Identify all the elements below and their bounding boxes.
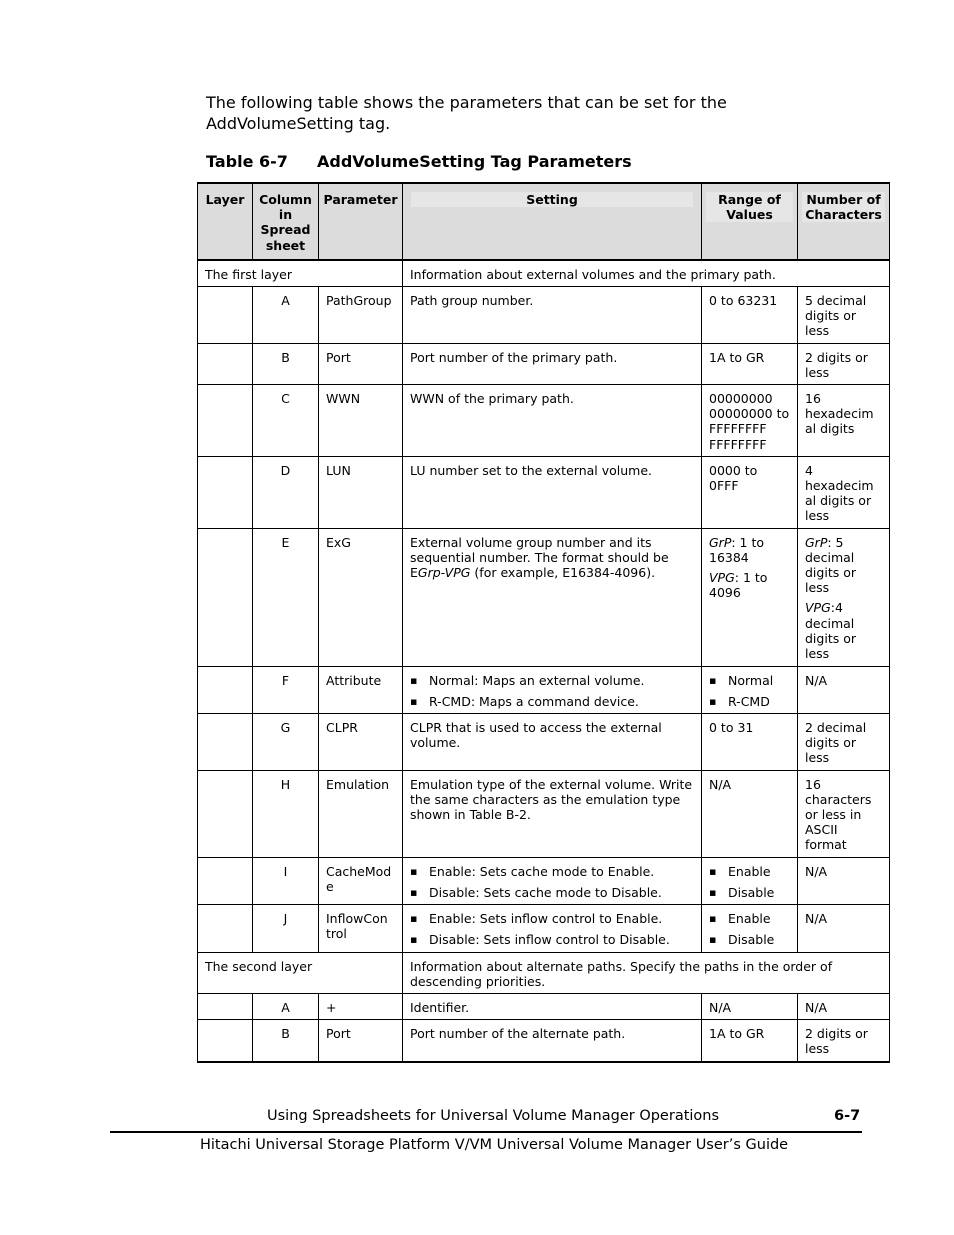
range-cell: 0 to 31: [702, 714, 798, 771]
chars-cell: 2 digits or less: [798, 1020, 890, 1062]
table-row: [198, 905, 890, 952]
column-cell: H: [253, 770, 319, 857]
list-item: ▪ Disable: Sets inflow control to Disable.: [410, 932, 694, 947]
table-row: [198, 1020, 890, 1062]
header-layer: Layer: [198, 183, 253, 260]
layer-description: Information about alternate paths. Specify the paths in the order of descending priorities.: [403, 952, 890, 993]
table-row: [198, 528, 890, 666]
table-row: [198, 287, 890, 344]
parameter-cell: InflowCon trol: [319, 905, 403, 952]
layer-row-first: [198, 260, 890, 287]
parameter-cell: Attribute: [319, 666, 403, 713]
range-cell: GrP: 1 to 16384 VPG: 1 to 4096: [702, 528, 798, 666]
header-setting: Setting: [403, 183, 702, 260]
list-item: ▪ R-CMD: Maps a command device.: [410, 694, 694, 709]
layer-row-second: [198, 952, 890, 993]
setting-cell: LU number set to the external volume.: [403, 456, 702, 528]
range-cell: 00000000 00000000 to FFFFFFFF FFFFFFFF: [702, 385, 798, 457]
table-row: [198, 343, 890, 384]
chars-cell: 16 characters or less in ASCII format: [798, 770, 890, 857]
header-column: Column in Spread sheet: [253, 183, 319, 260]
list-item: ▪ R-CMD: [709, 694, 790, 709]
parameter-cell: LUN: [319, 456, 403, 528]
parameter-cell: +: [319, 993, 403, 1019]
list-item: ▪ Enable: Sets inflow control to Enable.: [410, 911, 694, 926]
list-item: ▪ Enable: [709, 911, 790, 926]
list-item: ▪ Enable: [709, 864, 790, 879]
list-item: ▪ Disable: [709, 932, 790, 947]
footer-book-title: Hitachi Universal Storage Platform V/VM Universal Volume Manager User’s Guide: [200, 1137, 789, 1153]
table-title: AddVolumeSetting Tag Parameters: [317, 152, 632, 171]
setting-cell: WWN of the primary path.: [403, 385, 702, 457]
list-item: ▪ Disable: [709, 885, 790, 900]
column-cell: B: [253, 1020, 319, 1062]
table-row: [198, 385, 890, 457]
chars-cell: 2 digits or less: [798, 343, 890, 384]
parameter-cell: WWN: [319, 385, 403, 457]
chars-cell: 4 hexadecim al digits or less: [798, 456, 890, 528]
parameter-cell: Emulation: [319, 770, 403, 857]
setting-cell: [403, 857, 702, 904]
chars-cell: N/A: [798, 993, 890, 1019]
column-cell: C: [253, 385, 319, 457]
range-cell: N/A: [702, 770, 798, 857]
column-cell: G: [253, 714, 319, 771]
chars-cell: 5 decimal digits or less: [798, 287, 890, 344]
header-parameter: Parameter: [319, 183, 403, 260]
column-cell: A: [253, 993, 319, 1019]
column-cell: D: [253, 456, 319, 528]
column-cell: E: [253, 528, 319, 666]
column-cell: I: [253, 857, 319, 904]
chars-cell: N/A: [798, 857, 890, 904]
list-item: ▪ Normal: Maps an external volume.: [410, 673, 694, 688]
parameter-cell: ExG: [319, 528, 403, 666]
table-row: [198, 770, 890, 857]
setting-cell: Emulation type of the external volume. Write the same characters as the emulation type shown in Table B-2.: [403, 770, 702, 857]
footer-rule: [110, 1131, 862, 1133]
chars-cell: N/A: [798, 666, 890, 713]
chars-cell: 16 hexadecim al digits: [798, 385, 890, 457]
table-row: [198, 666, 890, 713]
intro-paragraph: The following table shows the parameters that can be set for the AddVolumeSetting tag.: [206, 93, 727, 133]
parameters-table: [197, 182, 890, 1063]
chars-cell: N/A: [798, 905, 890, 952]
range-cell: [702, 857, 798, 904]
table-header-row: [198, 183, 890, 260]
list-item: ▪ Enable: Sets cache mode to Enable.: [410, 864, 694, 879]
range-cell: [702, 905, 798, 952]
parameter-cell: Port: [319, 343, 403, 384]
layer-label: The second layer: [198, 952, 403, 993]
table-row: [198, 857, 890, 904]
column-cell: J: [253, 905, 319, 952]
page-number: 6-7: [834, 1108, 861, 1124]
chars-cell: 2 decimal digits or less: [798, 714, 890, 771]
range-cell: N/A: [702, 993, 798, 1019]
range-cell: 0000 to 0FFF: [702, 456, 798, 528]
layer-label: The first layer: [198, 260, 403, 287]
header-range: Range of Values: [702, 183, 798, 260]
table-row: [198, 456, 890, 528]
list-item: ▪ Disable: Sets cache mode to Disable.: [410, 885, 694, 900]
footer-section-title: Using Spreadsheets for Universal Volume Manager Operations: [267, 1108, 720, 1124]
header-chars: Number of Characters: [798, 183, 890, 260]
setting-cell: CLPR that is used to access the external volume.: [403, 714, 702, 771]
chars-cell: GrP: 5 decimal digits or less VPG:4 decimal digits or less: [798, 528, 890, 666]
range-cell: 1A to GR: [702, 1020, 798, 1062]
table-row: [198, 714, 890, 771]
column-cell: F: [253, 666, 319, 713]
table-caption: [206, 152, 632, 171]
range-cell: 0 to 63231: [702, 287, 798, 344]
parameter-cell: PathGroup: [319, 287, 403, 344]
setting-cell: External volume group number and its sequential number. The format should be EGrp-VPG (for example, E16384-4096).: [403, 528, 702, 666]
column-cell: B: [253, 343, 319, 384]
parameter-cell: CLPR: [319, 714, 403, 771]
setting-cell: [403, 666, 702, 713]
column-cell: A: [253, 287, 319, 344]
parameter-cell: Port: [319, 1020, 403, 1062]
layer-description: Information about external volumes and the primary path.: [403, 260, 890, 287]
setting-cell: Identifier.: [403, 993, 702, 1019]
parameter-cell: CacheMod e: [319, 857, 403, 904]
setting-cell: Port number of the alternate path.: [403, 1020, 702, 1062]
setting-cell: Port number of the primary path.: [403, 343, 702, 384]
range-cell: [702, 666, 798, 713]
table-row: [198, 993, 890, 1019]
range-cell: 1A to GR: [702, 343, 798, 384]
list-item: ▪ Normal: [709, 673, 790, 688]
table-number: Table 6-7: [206, 152, 288, 171]
setting-cell: Path group number.: [403, 287, 702, 344]
setting-cell: [403, 905, 702, 952]
